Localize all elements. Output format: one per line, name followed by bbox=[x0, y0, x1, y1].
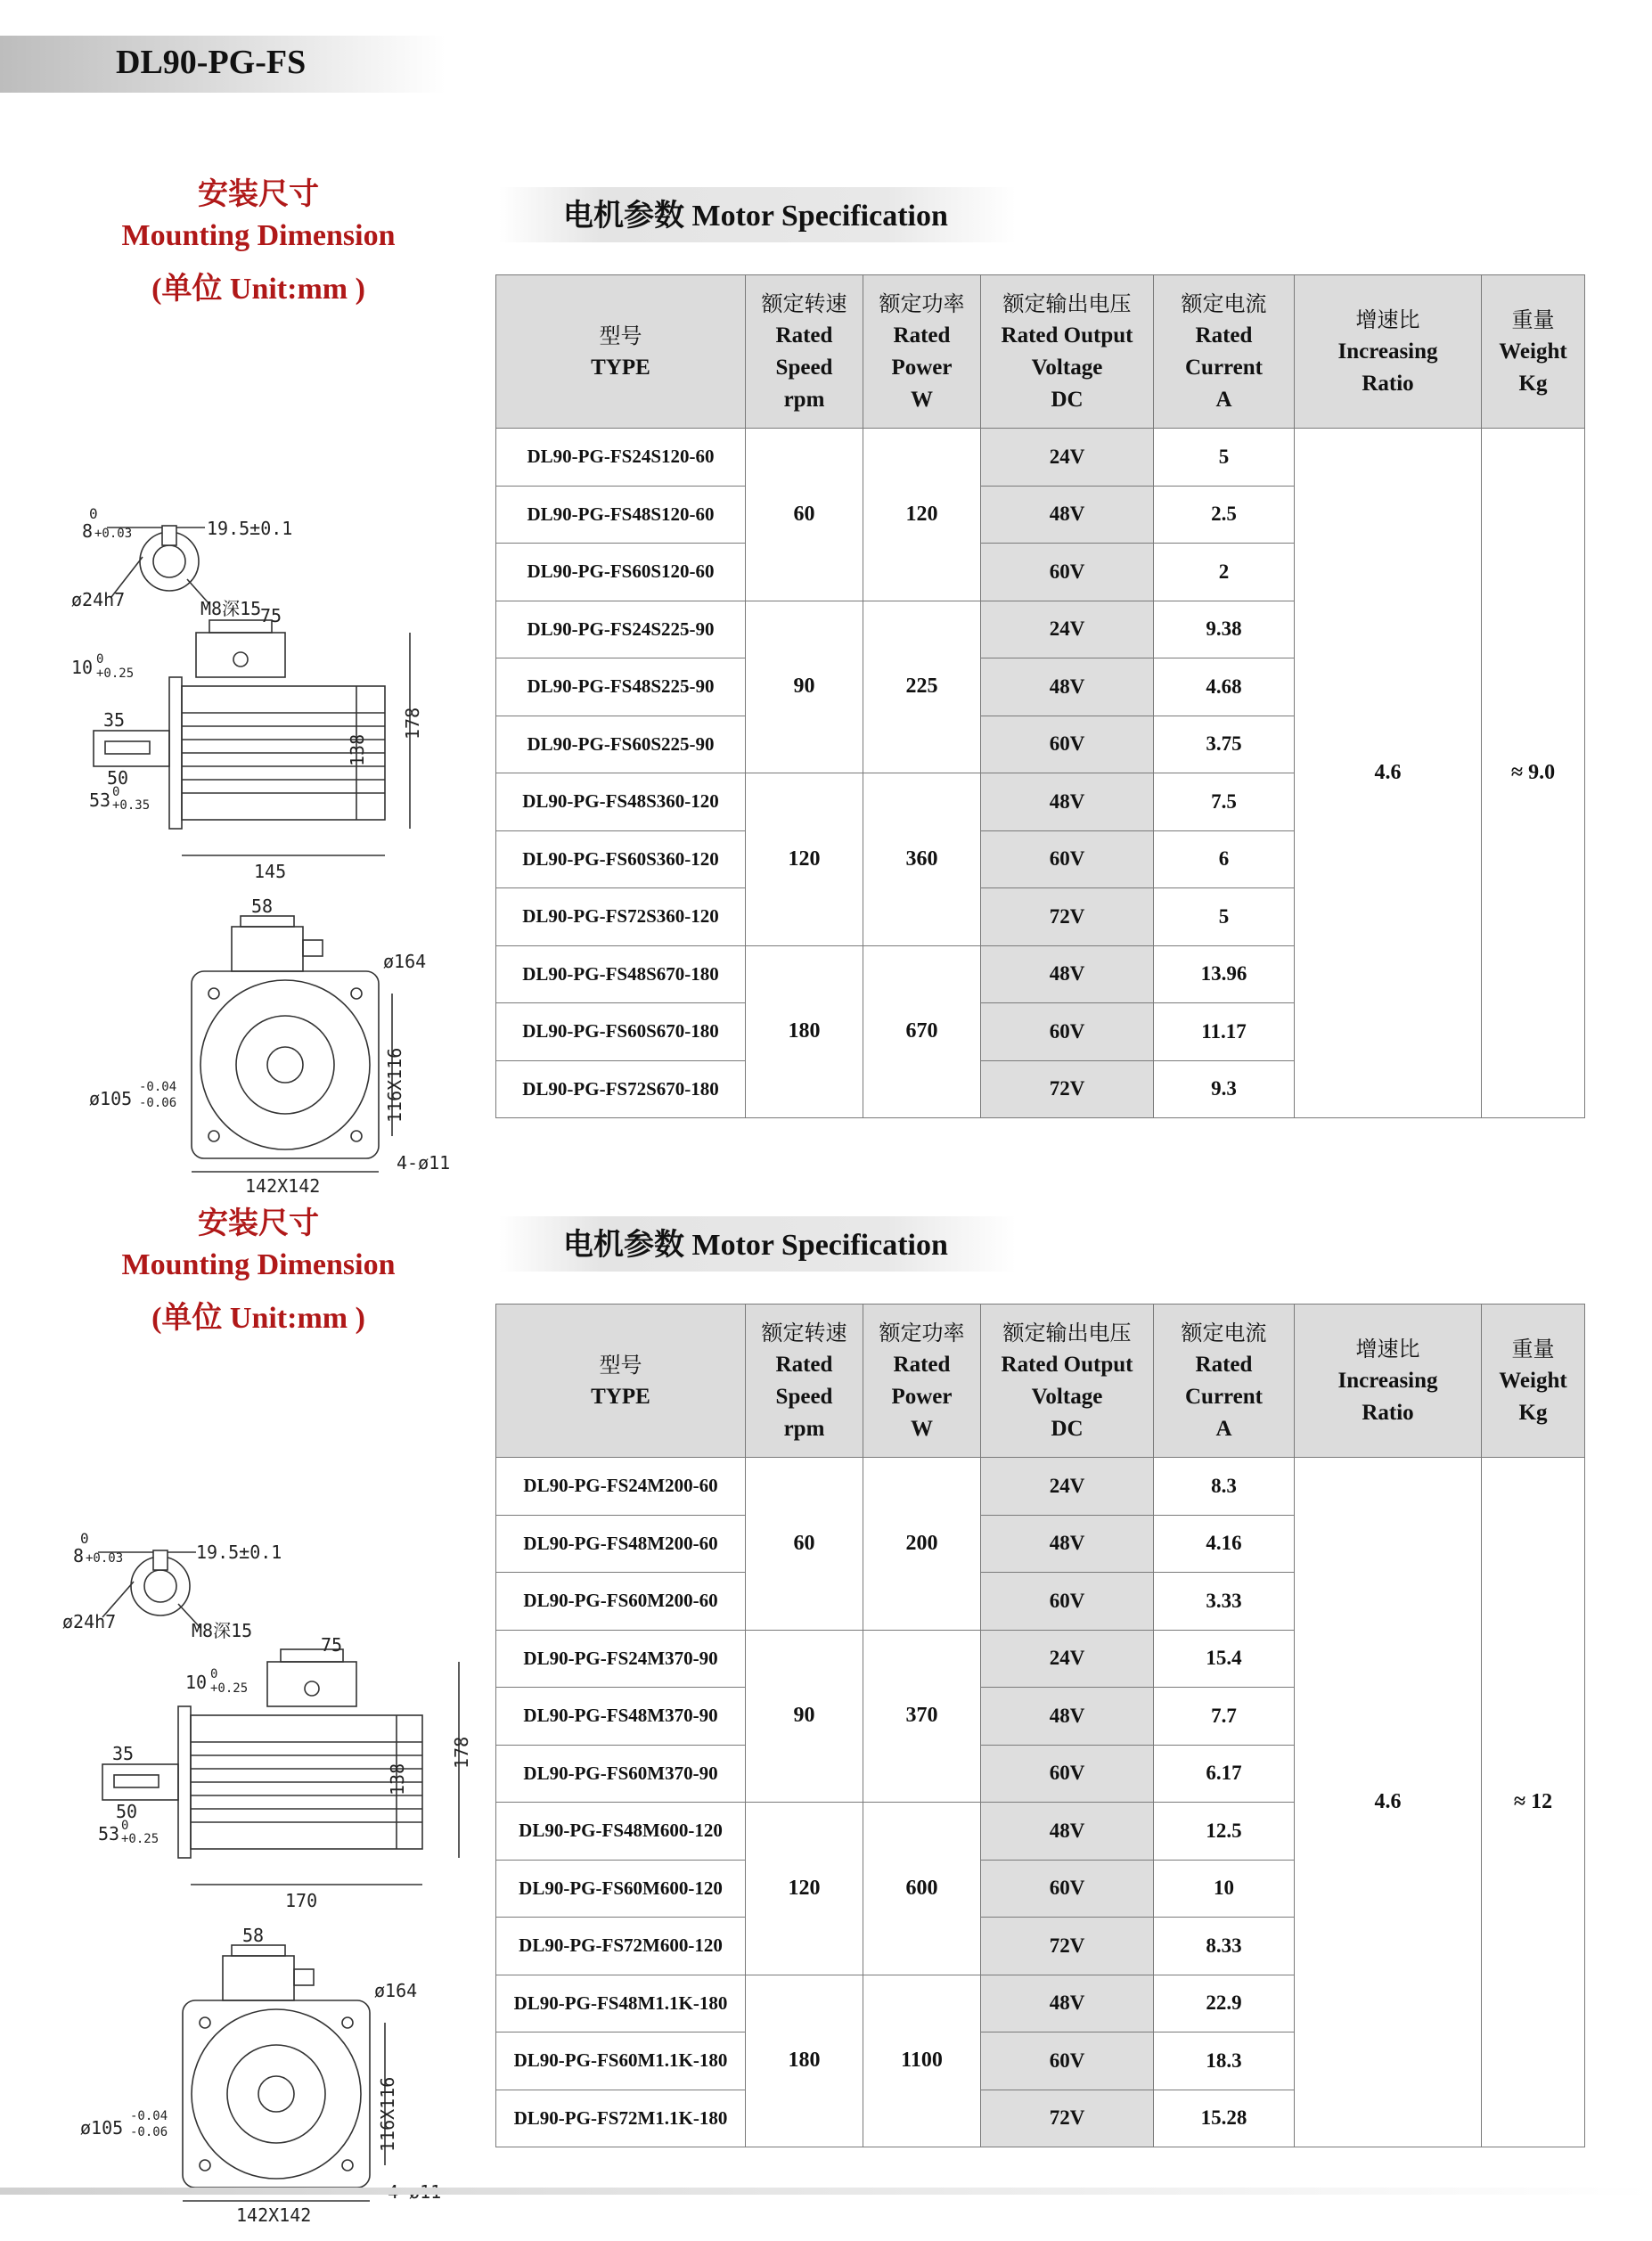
header-type: 型号 TYPE bbox=[496, 1305, 746, 1458]
cell-weight: ≈ 9.0 bbox=[1482, 429, 1585, 1118]
cell-voltage: 48V bbox=[981, 773, 1154, 831]
cell-power: 360 bbox=[863, 773, 981, 946]
cell-type: DL90-PG-FS48S360-120 bbox=[496, 773, 746, 831]
spec-title: 电机参数 Motor Specification bbox=[563, 200, 948, 233]
cell-voltage: 72V bbox=[981, 888, 1154, 946]
cell-current: 7.7 bbox=[1154, 1688, 1295, 1746]
header-current: 额定电流 Rated Current A bbox=[1154, 275, 1295, 429]
header-voltage: 额定输出电压 Rated Output Voltage DC bbox=[981, 1305, 1154, 1458]
cell-current: 4.68 bbox=[1154, 658, 1295, 716]
mounting-title-en: Mounting Dimension bbox=[121, 219, 396, 252]
cell-power: 120 bbox=[863, 429, 981, 601]
cell-current: 15.4 bbox=[1154, 1630, 1295, 1688]
cell-power: 225 bbox=[863, 601, 981, 773]
dim-shaft-key-sup: 0 bbox=[89, 505, 98, 522]
cell-type: DL90-PG-FS48S225-90 bbox=[496, 658, 746, 716]
cell-power: 670 bbox=[863, 945, 981, 1118]
cell-speed: 60 bbox=[746, 1458, 863, 1631]
cell-type: DL90-PG-FS24S225-90 bbox=[496, 601, 746, 658]
dim-thread: M8深15 bbox=[200, 598, 262, 619]
cell-voltage: 60V bbox=[981, 1573, 1154, 1631]
table-header-row bbox=[496, 275, 1585, 429]
cell-voltage: 60V bbox=[981, 830, 1154, 888]
dim-flange-tol-sup: 0 bbox=[96, 652, 104, 667]
cell-voltage: 60V bbox=[981, 2032, 1154, 2090]
dim-shaft-key-sub: +0.03 bbox=[94, 527, 133, 541]
cell-voltage: 60V bbox=[981, 544, 1154, 601]
page-title: DL90-PG-FS bbox=[116, 44, 307, 81]
spec-table-1 bbox=[495, 274, 1585, 1118]
dim-bolt-circle: ø164 bbox=[374, 1980, 418, 2001]
spec-table-2 bbox=[495, 1304, 1585, 2147]
header-power: 额定功率 Rated Power W bbox=[863, 1305, 981, 1458]
dim-thread: M8深15 bbox=[192, 1620, 253, 1641]
dim-pilot-tol-top: -0.04 bbox=[139, 1080, 177, 1094]
cell-type: DL90-PG-FS72M1.1K-180 bbox=[496, 2090, 746, 2147]
cell-current: 4.16 bbox=[1154, 1515, 1295, 1573]
cell-current: 9.3 bbox=[1154, 1060, 1295, 1118]
dim-shaft-key-sub: +0.03 bbox=[86, 1551, 124, 1566]
dim-pilot-tol-top: -0.04 bbox=[130, 2109, 168, 2123]
dim-height-138: 138 bbox=[387, 1763, 408, 1795]
dim-key-len: 50 bbox=[107, 767, 129, 789]
dim-bolt-circle: ø164 bbox=[383, 951, 427, 972]
cell-type: DL90-PG-FS48M1.1K-180 bbox=[496, 1975, 746, 2032]
cell-voltage: 60V bbox=[981, 1860, 1154, 1918]
motor-side-view bbox=[98, 1634, 472, 1911]
dim-hole-spacing: 116X116 bbox=[384, 1047, 405, 1123]
dim-height-138: 138 bbox=[347, 733, 368, 766]
dim-shaft-dia: ø24h7 bbox=[62, 1611, 117, 1632]
dim-flange: 142X142 bbox=[236, 2204, 312, 2226]
dim-flange-tol-sup: 0 bbox=[210, 1667, 218, 1681]
cell-current: 11.17 bbox=[1154, 1003, 1295, 1061]
dim-holes: 4-ø11 bbox=[397, 1152, 451, 1174]
cell-type: DL90-PG-FS60M370-90 bbox=[496, 1745, 746, 1803]
cell-type: DL90-PG-FS48M600-120 bbox=[496, 1803, 746, 1861]
cell-ratio: 4.6 bbox=[1295, 429, 1482, 1118]
cell-current: 2.5 bbox=[1154, 486, 1295, 544]
dim-flange-tol-sub: +0.25 bbox=[210, 1681, 249, 1696]
dim-height-178: 178 bbox=[451, 1736, 472, 1769]
cell-power: 1100 bbox=[863, 1975, 981, 2147]
cell-type: DL90-PG-FS48M370-90 bbox=[496, 1688, 746, 1746]
header-type: 型号 TYPE bbox=[496, 275, 746, 429]
dim-shaft-ext-sup: 0 bbox=[112, 785, 120, 799]
cell-current: 3.75 bbox=[1154, 716, 1295, 773]
header-current: 额定电流 Rated Current A bbox=[1154, 1305, 1295, 1458]
dim-hole-spacing: 116X116 bbox=[377, 2076, 398, 2152]
header-ratio: 增速比 Increasing Ratio bbox=[1295, 275, 1482, 429]
cell-current: 10 bbox=[1154, 1860, 1295, 1918]
dim-body-len: 170 bbox=[285, 1890, 318, 1911]
dim-shaft-len: 35 bbox=[103, 709, 126, 731]
table-row bbox=[496, 429, 1585, 487]
cell-voltage: 24V bbox=[981, 1458, 1154, 1516]
bottom-band bbox=[0, 2188, 1652, 2195]
cell-voltage: 48V bbox=[981, 658, 1154, 716]
cell-speed: 60 bbox=[746, 429, 863, 601]
dim-pilot: ø105 bbox=[80, 2117, 124, 2139]
dim-shaft-dia: ø24h7 bbox=[71, 589, 126, 610]
cell-type: DL90-PG-FS60M600-120 bbox=[496, 1860, 746, 1918]
dim-shaft-depth: 19.5±0.1 bbox=[207, 518, 293, 539]
mounting-unit: (单位 Unit:mm ) bbox=[151, 1302, 365, 1335]
dim-shaft-key: 8 bbox=[82, 520, 94, 542]
dim-shaft-key: 8 bbox=[73, 1545, 85, 1566]
cell-speed: 120 bbox=[746, 1803, 863, 1975]
cell-speed: 90 bbox=[746, 601, 863, 773]
dim-shaft-ext: 53 bbox=[98, 1823, 120, 1844]
mounting-title-cn: 安装尺寸 bbox=[198, 1207, 319, 1240]
cell-current: 7.5 bbox=[1154, 773, 1295, 831]
dim-front-box: 58 bbox=[251, 896, 274, 917]
cell-voltage: 60V bbox=[981, 1745, 1154, 1803]
header-weight: 重量 Weight Kg bbox=[1482, 275, 1585, 429]
cell-type: DL90-PG-FS48M200-60 bbox=[496, 1515, 746, 1573]
cell-voltage: 48V bbox=[981, 1975, 1154, 2032]
cell-voltage: 48V bbox=[981, 1688, 1154, 1746]
dim-shaft-ext: 53 bbox=[89, 789, 111, 811]
dim-pilot-tol-bot: -0.06 bbox=[139, 1096, 177, 1110]
spec-title: 电机参数 Motor Specification bbox=[563, 1229, 948, 1262]
cell-ratio: 4.6 bbox=[1295, 1458, 1482, 2147]
mounting-title-en: Mounting Dimension bbox=[121, 1248, 396, 1281]
dim-flange: 142X142 bbox=[245, 1175, 321, 1197]
dim-shaft-key-sup: 0 bbox=[80, 1530, 89, 1547]
cell-power: 600 bbox=[863, 1803, 981, 1975]
mounting-title-cn: 安装尺寸 bbox=[198, 178, 319, 211]
header-speed: 额定转速 Rated Speed rpm bbox=[746, 1305, 863, 1458]
dim-shaft-len: 35 bbox=[112, 1743, 135, 1764]
dim-front-box: 58 bbox=[242, 1925, 265, 1946]
cell-voltage: 24V bbox=[981, 601, 1154, 658]
cell-current: 3.33 bbox=[1154, 1573, 1295, 1631]
cell-voltage: 60V bbox=[981, 1003, 1154, 1061]
dim-shaft-ext-sub: +0.25 bbox=[121, 1832, 159, 1846]
cell-voltage: 48V bbox=[981, 1803, 1154, 1861]
cell-type: DL90-PG-FS24M370-90 bbox=[496, 1630, 746, 1688]
cell-voltage: 60V bbox=[981, 716, 1154, 773]
motor-front-view bbox=[80, 1925, 441, 2226]
cell-type: DL90-PG-FS60M200-60 bbox=[496, 1573, 746, 1631]
motor-front-view bbox=[89, 896, 450, 1197]
cell-current: 5 bbox=[1154, 429, 1295, 487]
cell-type: DL90-PG-FS72S360-120 bbox=[496, 888, 746, 946]
cell-current: 8.33 bbox=[1154, 1918, 1295, 1975]
mounting-drawing bbox=[53, 1350, 481, 2241]
header-weight: 重量 Weight Kg bbox=[1482, 1305, 1585, 1458]
dim-pilot: ø105 bbox=[89, 1088, 133, 1109]
dim-shaft-depth: 19.5±0.1 bbox=[196, 1542, 282, 1563]
cell-power: 370 bbox=[863, 1630, 981, 1803]
motor-side-view bbox=[71, 605, 423, 882]
cell-voltage: 72V bbox=[981, 1918, 1154, 1975]
header-speed: 额定转速 Rated Speed rpm bbox=[746, 275, 863, 429]
cell-type: DL90-PG-FS60M1.1K-180 bbox=[496, 2032, 746, 2090]
cell-current: 5 bbox=[1154, 888, 1295, 946]
mounting-unit: (单位 Unit:mm ) bbox=[151, 273, 365, 306]
cell-speed: 180 bbox=[746, 1975, 863, 2147]
dim-shaft-ext-sub: +0.35 bbox=[112, 798, 151, 813]
cell-voltage: 72V bbox=[981, 2090, 1154, 2147]
cell-speed: 90 bbox=[746, 1630, 863, 1803]
cell-type: DL90-PG-FS24S120-60 bbox=[496, 429, 746, 487]
mounting-drawing bbox=[53, 321, 481, 1212]
cell-current: 6.17 bbox=[1154, 1745, 1295, 1803]
cell-voltage: 24V bbox=[981, 1630, 1154, 1688]
dim-flange-tol-sub: +0.25 bbox=[96, 667, 135, 681]
cell-current: 15.28 bbox=[1154, 2090, 1295, 2147]
shaft-end-view bbox=[62, 1530, 282, 1641]
cell-speed: 120 bbox=[746, 773, 863, 946]
dim-height-178: 178 bbox=[402, 707, 423, 740]
cell-speed: 180 bbox=[746, 945, 863, 1118]
cell-current: 2 bbox=[1154, 544, 1295, 601]
cell-type: DL90-PG-FS60S120-60 bbox=[496, 544, 746, 601]
cell-type: DL90-PG-FS48S120-60 bbox=[496, 486, 746, 544]
cell-voltage: 48V bbox=[981, 1515, 1154, 1573]
cell-current: 13.96 bbox=[1154, 945, 1295, 1003]
cell-weight: ≈ 12 bbox=[1482, 1458, 1585, 2147]
cell-type: DL90-PG-FS72S670-180 bbox=[496, 1060, 746, 1118]
header-voltage: 额定输出电压 Rated Output Voltage DC bbox=[981, 275, 1154, 429]
cell-current: 6 bbox=[1154, 830, 1295, 888]
cell-voltage: 24V bbox=[981, 429, 1154, 487]
header-power: 额定功率 Rated Power W bbox=[863, 275, 981, 429]
table-row bbox=[496, 1458, 1585, 1516]
cell-type: DL90-PG-FS24M200-60 bbox=[496, 1458, 746, 1516]
cell-power: 200 bbox=[863, 1458, 981, 1631]
cell-type: DL90-PG-FS48S670-180 bbox=[496, 945, 746, 1003]
cell-type: DL90-PG-FS60S360-120 bbox=[496, 830, 746, 888]
cell-current: 9.38 bbox=[1154, 601, 1295, 658]
table-header-row bbox=[496, 1305, 1585, 1458]
shaft-end-view bbox=[71, 505, 292, 619]
cell-current: 18.3 bbox=[1154, 2032, 1295, 2090]
dim-body-len: 145 bbox=[254, 861, 287, 882]
dim-flange-tol: 10 bbox=[185, 1672, 208, 1693]
cell-current: 12.5 bbox=[1154, 1803, 1295, 1861]
dim-key-len: 50 bbox=[116, 1801, 138, 1822]
cell-current: 22.9 bbox=[1154, 1975, 1295, 2032]
dim-box-width: 75 bbox=[321, 1634, 343, 1656]
dim-box-width: 75 bbox=[260, 605, 282, 626]
cell-voltage: 72V bbox=[981, 1060, 1154, 1118]
cell-current: 8.3 bbox=[1154, 1458, 1295, 1516]
dim-flange-tol: 10 bbox=[71, 657, 94, 678]
cell-type: DL90-PG-FS60S225-90 bbox=[496, 716, 746, 773]
cell-type: DL90-PG-FS60S670-180 bbox=[496, 1003, 746, 1061]
cell-type: DL90-PG-FS72M600-120 bbox=[496, 1918, 746, 1975]
dim-pilot-tol-bot: -0.06 bbox=[130, 2125, 168, 2139]
cell-voltage: 48V bbox=[981, 486, 1154, 544]
header-ratio: 增速比 Increasing Ratio bbox=[1295, 1305, 1482, 1458]
cell-voltage: 48V bbox=[981, 945, 1154, 1003]
dim-shaft-ext-sup: 0 bbox=[121, 1819, 129, 1833]
